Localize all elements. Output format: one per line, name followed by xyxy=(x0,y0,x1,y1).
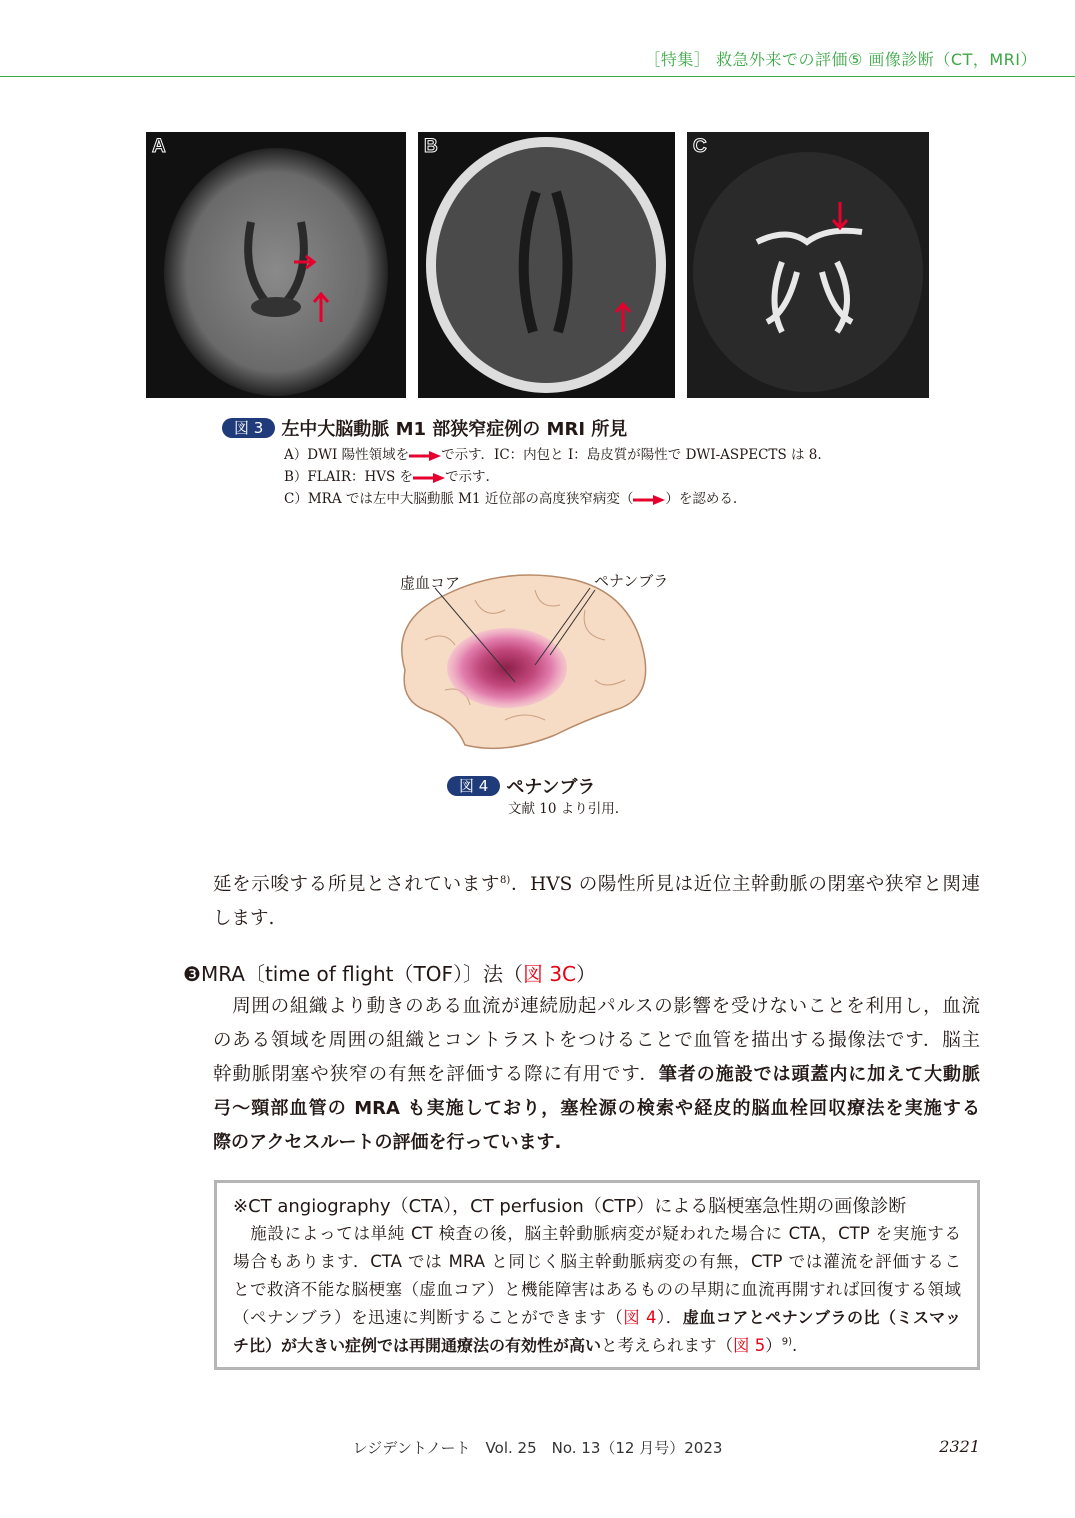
text-line xyxy=(233,1248,961,1272)
figure-ref-link[interactable]: 図 4 xyxy=(623,1308,657,1327)
text-line xyxy=(233,1276,961,1300)
caption-line xyxy=(284,466,822,488)
caption-text: で示す. xyxy=(445,469,490,485)
label-penumbra: ペナンブラ xyxy=(594,572,669,590)
red-arrow-icon xyxy=(409,451,441,461)
dwi-image xyxy=(146,132,406,398)
red-arrow-icon xyxy=(633,495,665,505)
text-line xyxy=(213,870,980,896)
mri-panel-a xyxy=(146,132,406,398)
figure-title: 左中大脳動脈 M1 部狭窄症例の MRI 所見 xyxy=(281,419,628,440)
text-line xyxy=(213,1128,980,1154)
flair-image xyxy=(418,132,675,398)
citation-ref: 9) xyxy=(781,1336,793,1348)
text-segment: 虚血コアとペナンブラの比（ミスマッ xyxy=(682,1308,961,1327)
text-segment: . xyxy=(792,1336,798,1355)
text-segment: 筆者の施設では頭蓋内に加えて大動脈 xyxy=(658,1064,980,1085)
panel-label: B xyxy=(424,136,438,157)
mra-image xyxy=(687,132,929,398)
text-line xyxy=(233,1304,961,1328)
figure-badge: 図 4 xyxy=(447,776,500,796)
text-line xyxy=(233,1332,961,1356)
figure-badge: 図 3 xyxy=(222,418,275,438)
caption-line xyxy=(284,444,822,466)
text-segment: チ比）が大きい症例では再開通療法の有効性が高い xyxy=(233,1336,602,1355)
section-heading xyxy=(183,958,596,987)
text-line xyxy=(233,1192,961,1218)
panel-label: C xyxy=(693,136,707,157)
text-line xyxy=(213,1060,980,1086)
text-line xyxy=(213,904,980,930)
figure-title: ペナンブラ xyxy=(506,777,596,798)
text-segment: のある領域を周囲の組織とコントラストをつけることで血管を描出する撮像法です．脳主 xyxy=(213,1030,980,1051)
heading-close: ） xyxy=(576,962,597,986)
figure4-source: 文献 10 より引用. xyxy=(508,801,620,817)
text-segment: とで救済不能な脳梗塞（虚血コア）と機能障害はあるものの早期に血流再開すれば回復する領域 xyxy=(233,1280,962,1299)
caption-text: B）FLAIR：HVS を xyxy=(284,469,414,485)
text-segment: （ペナンブラ）を迅速に判断することができます（ xyxy=(233,1308,624,1327)
text-segment: ※CT angiography（CTA），CT perfusion（CTP）による脳梗塞急性期の画像診断 xyxy=(233,1196,907,1217)
text-segment: 場合もあります．CTA では MRA と同じく脳主幹動脈病変の有無，CTP では灌流を評価するこ xyxy=(233,1252,961,1271)
text-segment: 弓～頸部血管の MRA も実施しており，塞栓源の検索や経皮的脳血栓回収療法を実施する xyxy=(213,1098,980,1119)
figure3-caption xyxy=(222,415,822,510)
section-number: ❸ xyxy=(183,962,201,986)
mri-panel-b xyxy=(418,132,675,398)
page-number: 2321 xyxy=(939,1437,980,1456)
header-rule xyxy=(0,76,1075,77)
text-segment: 際のアクセスルートの評価を行っています. xyxy=(213,1132,562,1153)
running-head: ［特集］ 救急外来での評価⑤ 画像診断（CT，MRI） xyxy=(644,50,1037,69)
text-segment: 幹動脈閉塞や狭窄の有無を評価する際に有用です． xyxy=(213,1064,659,1085)
footer-journal: レジデントノート Vol. 25 No. 13（12 月号）2023 xyxy=(352,1439,723,1457)
caption-text: で示す．IC：内包と I：島皮質が陽性で DWI-ASPECTS は 8. xyxy=(441,447,822,463)
mri-panel-c xyxy=(687,132,929,398)
note-box xyxy=(214,1180,980,1370)
text-segment: 周囲の組織より動きのある血流が連続励起パルスの影響を受けないことを利用し，血流 xyxy=(213,996,980,1017)
red-arrow-icon xyxy=(413,473,445,483)
text-line xyxy=(213,1094,980,1120)
text-segment: します. xyxy=(213,908,275,929)
caption-line xyxy=(284,488,822,510)
panel-label: A xyxy=(152,136,166,157)
text-segment: ．HVS の陽性所見は近位主幹動脈の閉塞や狭窄と関連 xyxy=(510,874,980,895)
caption-text: A）DWI 陽性領域を xyxy=(284,447,410,463)
heading-text: MRA〔time of flight（TOF）〕法（ xyxy=(200,962,523,986)
text-line xyxy=(213,992,980,1018)
caption-text: C）MRA では左中大脳動脈 M1 近位部の高度狭窄病変（ xyxy=(284,491,634,507)
citation-ref: 8) xyxy=(500,874,511,886)
text-line xyxy=(233,1220,961,1244)
label-ischemic-core: 虚血コア xyxy=(400,574,461,592)
caption-text: ）を認める. xyxy=(665,491,738,507)
text-segment: ） xyxy=(765,1336,782,1355)
figure4-caption xyxy=(447,773,595,799)
text-segment: と考えられます（ xyxy=(601,1336,734,1355)
text-segment: 延を示唆する所見とされています xyxy=(213,874,501,895)
text-segment: ）． xyxy=(656,1308,683,1327)
figure-ref-link[interactable]: 図 5 xyxy=(733,1336,766,1355)
text-line xyxy=(213,1026,980,1052)
text-segment: 施設によっては単純 CT 検査の後，脳主幹動脈病変が疑われた場合に CTA，CTP を実施する xyxy=(233,1224,961,1243)
figure-ref-link[interactable]: 図 3C xyxy=(522,962,577,986)
